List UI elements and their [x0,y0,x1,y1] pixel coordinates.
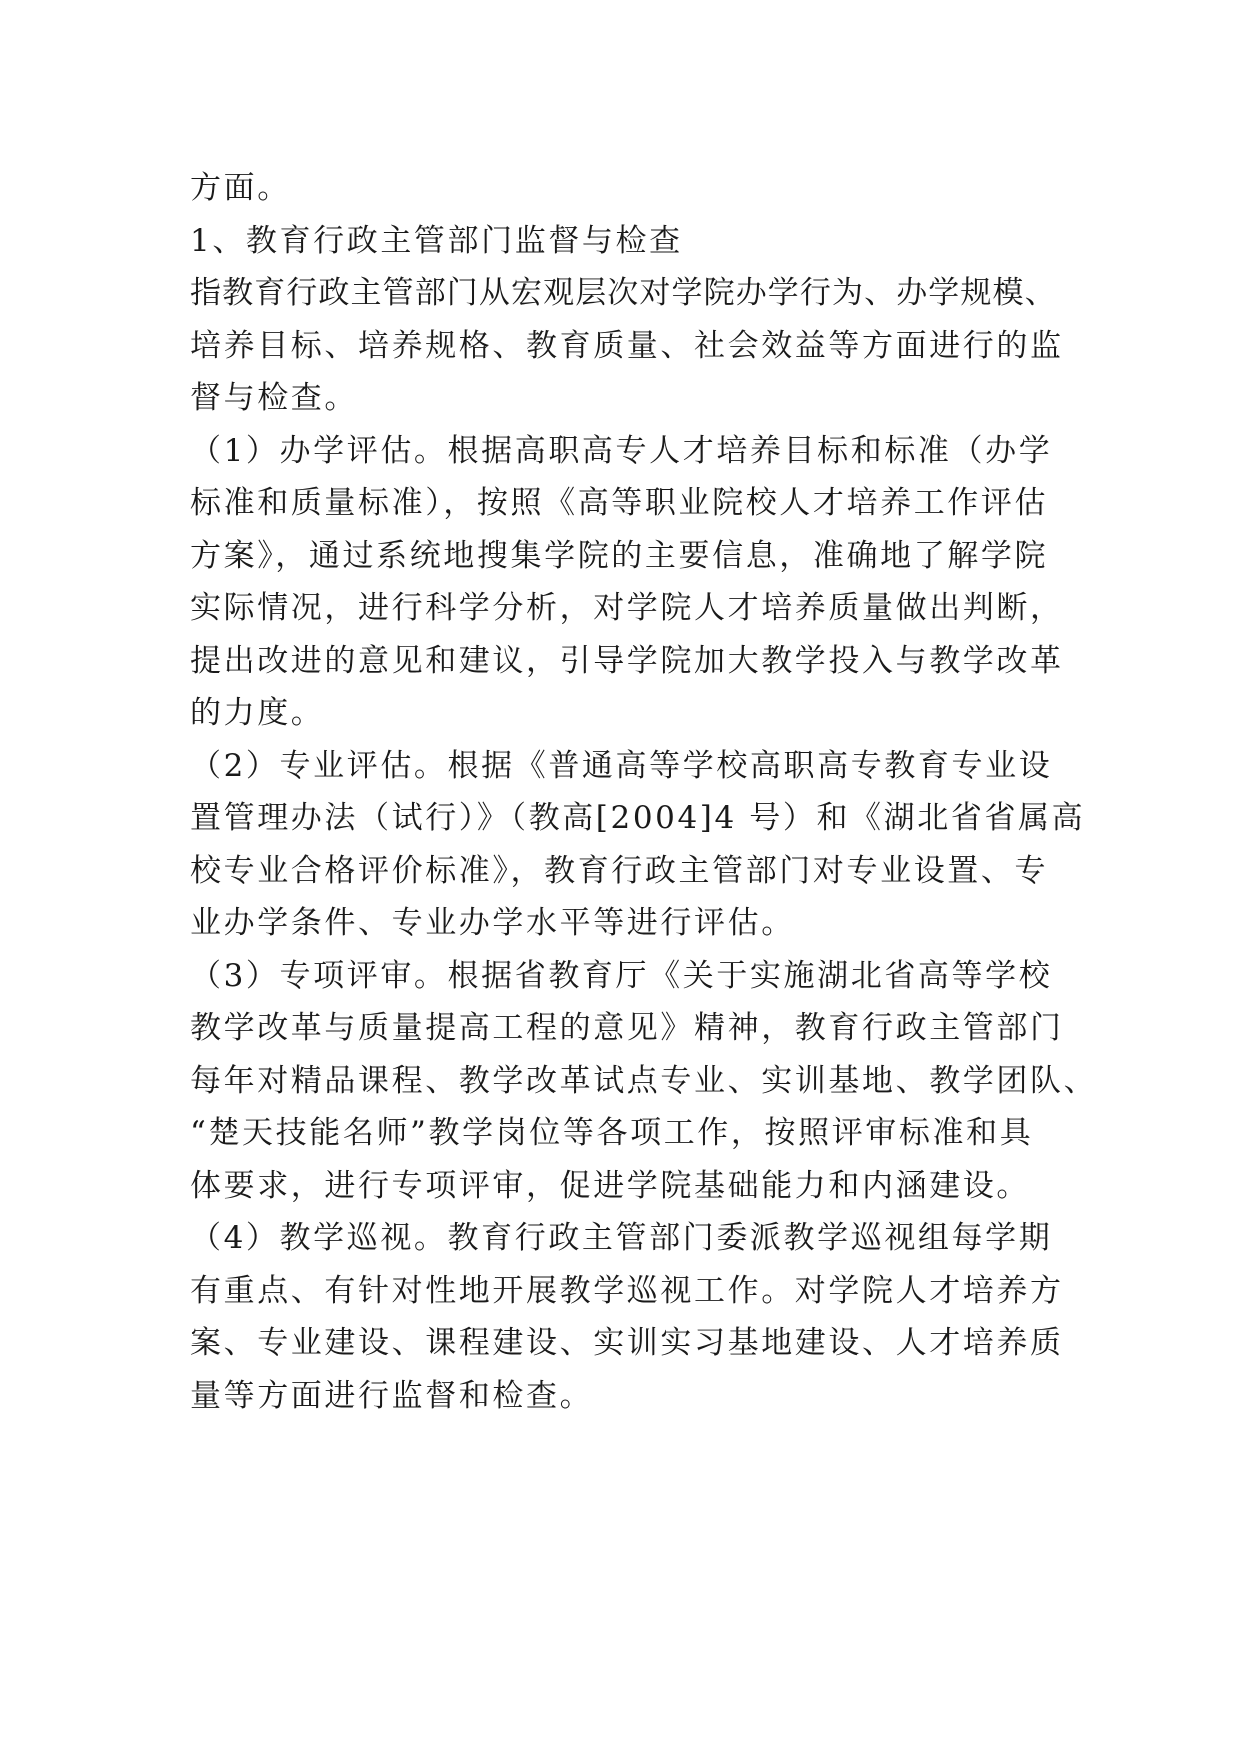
text-line: 实际情况，进行科学分析，对学院人才培养质量做出判断， [190,590,1064,626]
text-line: 督与检查。 [190,380,358,416]
text-line: 提出改进的意见和建议，引导学院加大教学投入与教学改革 [190,643,1064,679]
text-line: 置管理办法（试行）》（教高[2004]4 号）和《湖北省省属高 [190,800,1086,836]
text-line: 体要求，进行专项评审，促进学院基础能力和内涵建设。 [190,1168,1030,1204]
text-line: 有重点、有针对性地开展教学巡视工作。对学院人才培养方 [190,1273,1064,1309]
text-line: （2）专业评估。根据《普通高等学校高职高专教育专业设 [190,748,1053,784]
text-line: 方面。 [190,170,291,206]
text-line: （4）教学巡视。教育行政主管部门委派教学巡视组每学期 [190,1220,1053,1256]
text-line: 培养目标、培养规格、教育质量、社会效益等方面进行的监 [190,328,1064,364]
text-line: 每年对精品课程、教学改革试点专业、实训基地、教学团队、 [190,1063,1098,1099]
text-line: “楚天技能名师”教学岗位等各项工作，按照评审标准和具 [190,1115,1034,1151]
text-line: 量等方面进行监督和检查。 [190,1378,594,1414]
text-line: （3）专项评审。根据省教育厅《关于实施湖北省高等学校 [190,958,1053,994]
text-line: 指教育行政主管部门从宏观层次对学院办学行为、办学规模、 [190,275,1057,311]
text-line: 教学改革与质量提高工程的意见》精神，教育行政主管部门 [190,1010,1064,1046]
text-line: 的力度。 [190,695,325,731]
text-line: 校专业合格评价标准》，教育行政主管部门对专业设置、专 [190,853,1049,889]
section-heading: 1、教育行政主管部门监督与检查 [190,223,683,259]
text-line: 业办学条件、专业办学水平等进行评估。 [190,905,795,941]
text-line: （1）办学评估。根据高职高专人才培养目标和标准（办学 [190,433,1053,469]
text-line: 案、专业建设、课程建设、实训实习基地建设、人才培养质 [190,1325,1064,1361]
text-line: 标准和质量标准），按照《高等职业院校人才培养工作评估 [190,485,1049,521]
text-line: 方案》，通过系统地搜集学院的主要信息，准确地了解学院 [190,538,1049,574]
